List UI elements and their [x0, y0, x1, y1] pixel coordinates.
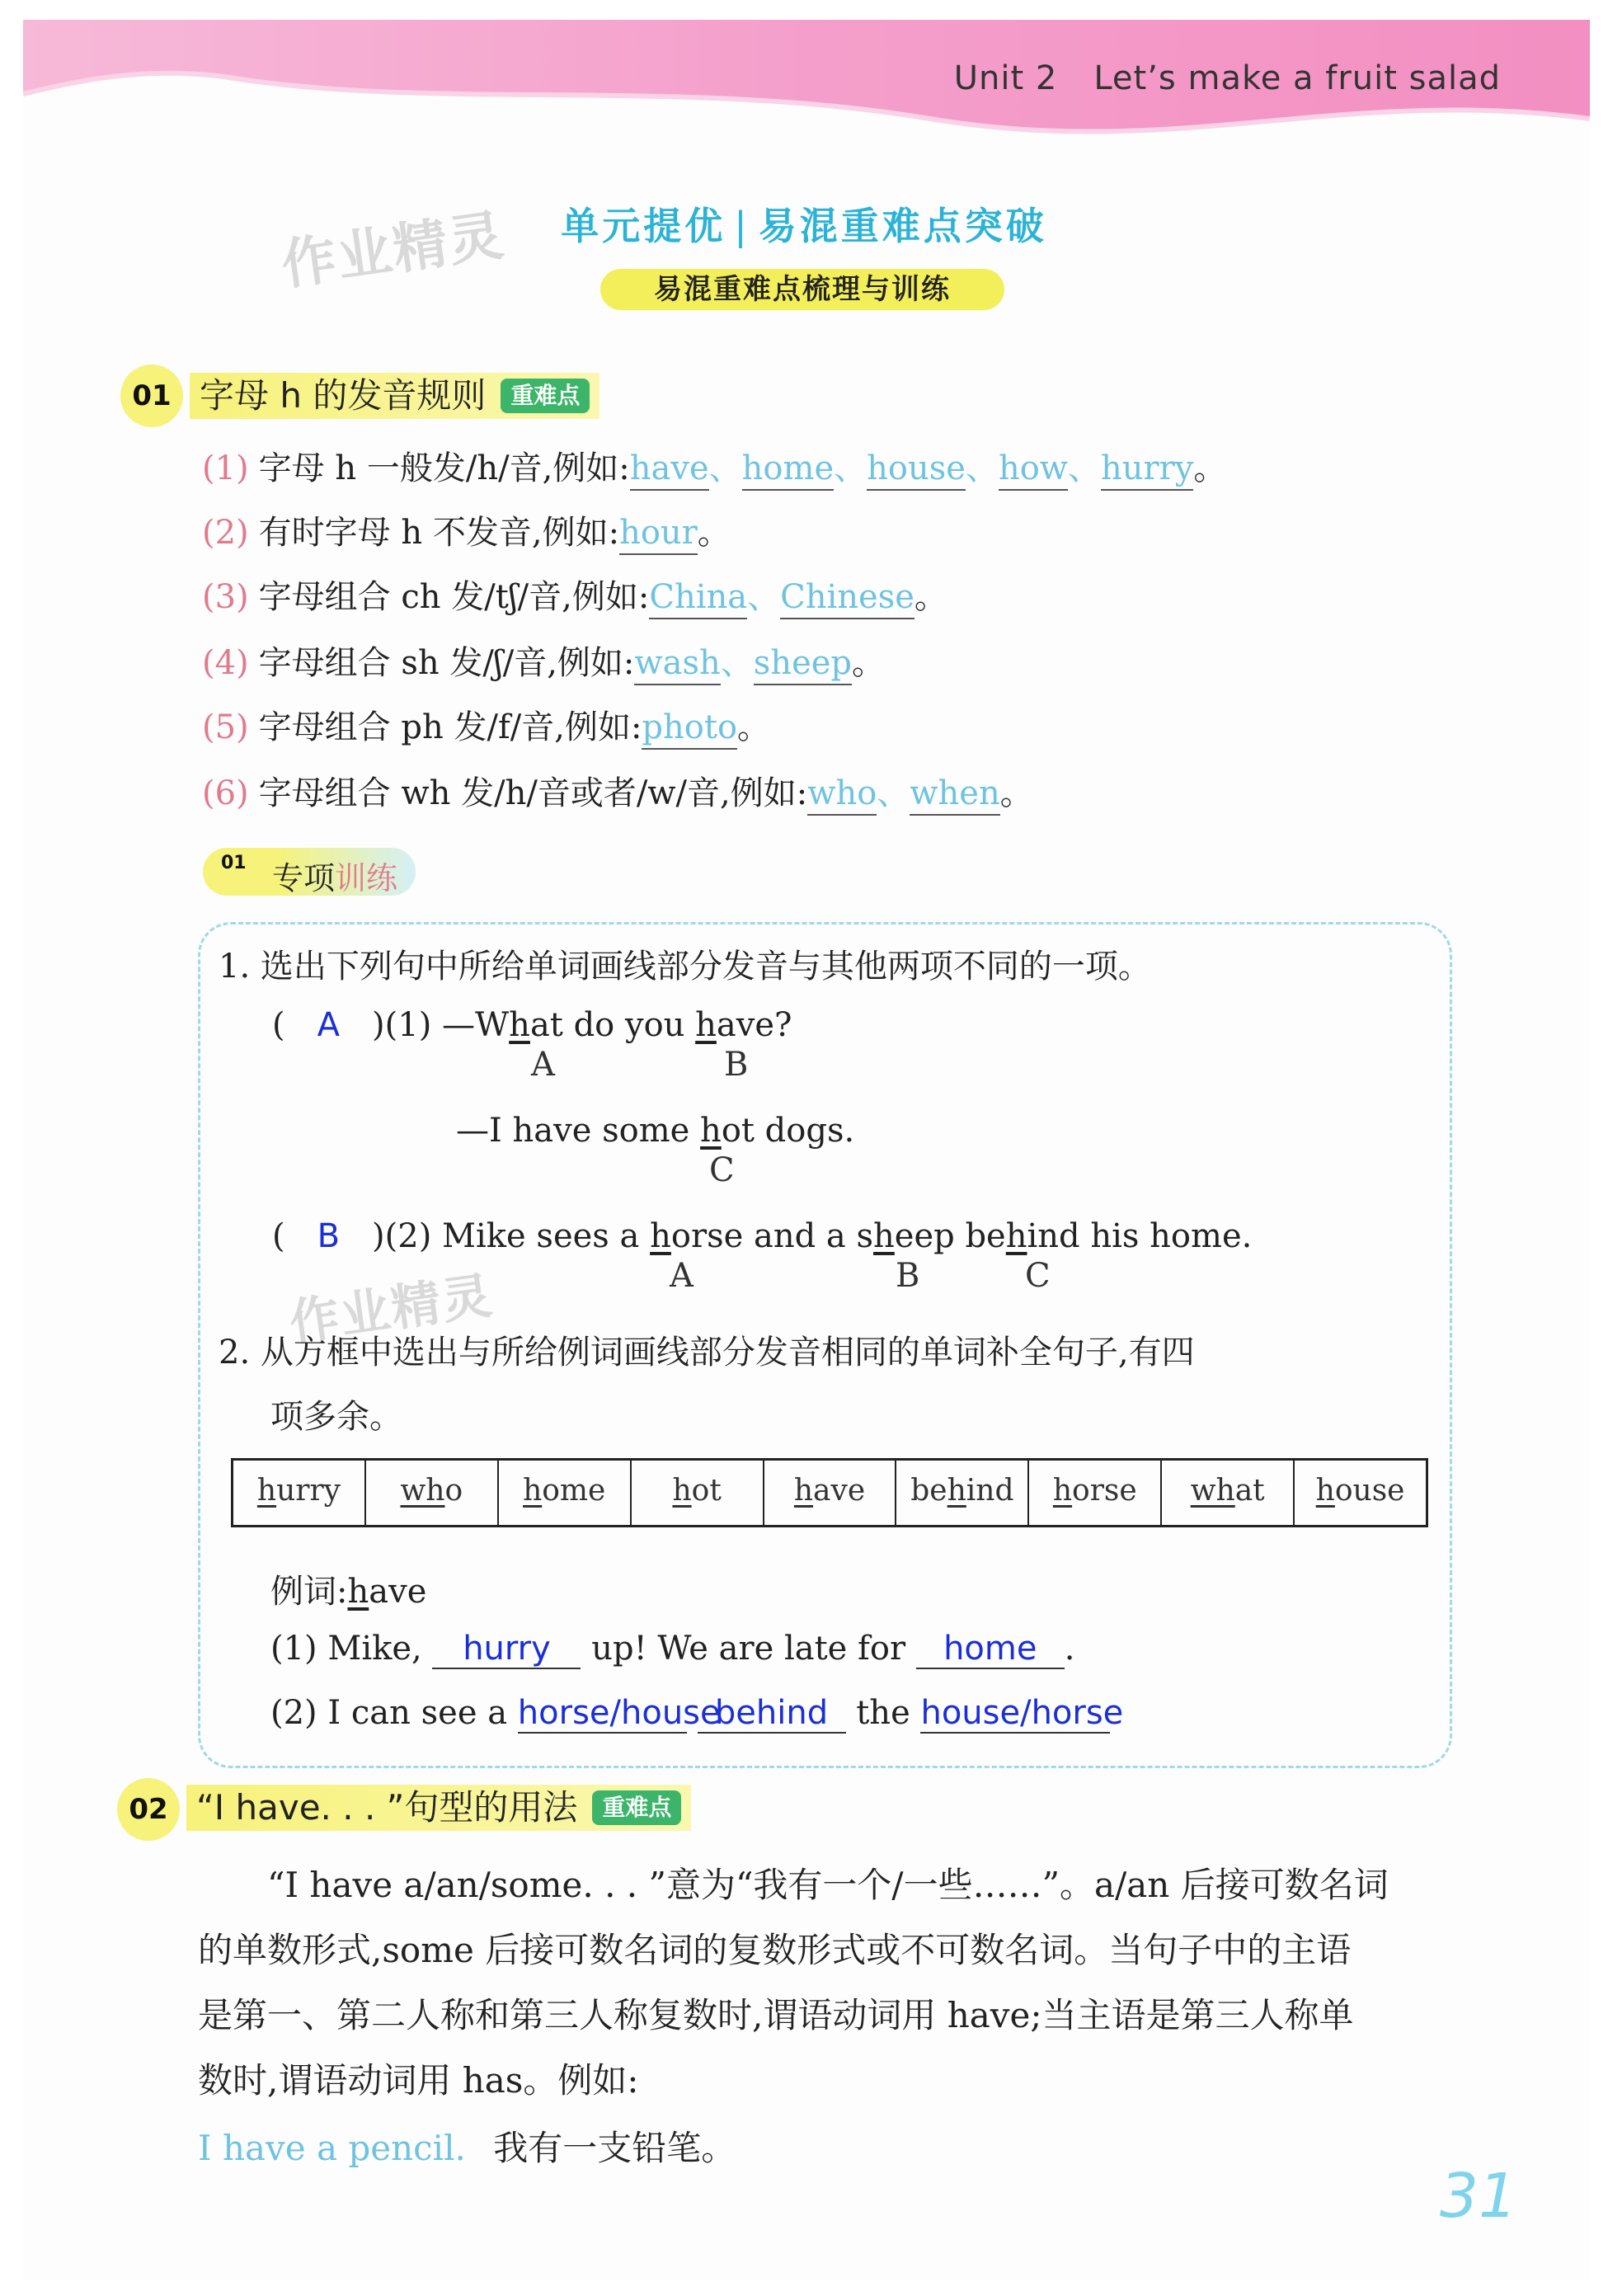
page-number: 31 [1439, 2161, 1517, 2232]
section-title [0, 196, 1608, 251]
training-number: 01 [221, 853, 247, 873]
rule-text: 字母组合 ph 发/f/音,例如: [258, 708, 642, 746]
rule-end: 。 [914, 578, 947, 616]
rule-answer[interactable]: who [807, 774, 877, 816]
rule-answer[interactable]: how [999, 449, 1068, 491]
q1-prompt: 1. 选出下列句中所给单词画线部分发音与其他两项不同的一项。 [219, 948, 1151, 986]
paren-open: ( [272, 1217, 285, 1255]
s2-blank-3[interactable]: house/horse [920, 1694, 1124, 1732]
unit-title [954, 59, 1501, 97]
grammar-paragraph-line4: 数时,谓语动词用 has。例如: [198, 2060, 639, 2101]
rule-text: 字母 h 一般发/h/音,例如: [258, 449, 630, 487]
s2-blank-1[interactable]: horse/house [517, 1694, 721, 1732]
s1-text-c: up! We are late for [591, 1630, 906, 1668]
list-separator: 、 [877, 774, 910, 812]
rule-item [202, 637, 885, 684]
q1-item1-answer[interactable]: A [317, 1006, 341, 1044]
word-cell: who [366, 1461, 499, 1525]
q1-item2-answer[interactable]: B [317, 1217, 341, 1255]
s1-blank-2[interactable]: home [916, 1630, 1065, 1669]
rule-answer[interactable]: hour [619, 514, 698, 555]
key-point-tag: 重难点 [501, 379, 590, 413]
word-cell: hurry [233, 1461, 366, 1525]
q1-item1-num: (1) [384, 1006, 432, 1044]
rule-number: (2) [202, 514, 249, 552]
list-separator: 、 [708, 449, 742, 487]
opt-label-b: B [896, 1257, 920, 1295]
rule-number: (1) [202, 449, 249, 487]
grammar-paragraph-line3: 是第一、第二人称和第三人称复数时,谓语动词用 have;当主语是第三人称单 [198, 1995, 1354, 2035]
section-title-left: 单元提优 [561, 204, 726, 248]
training-label-b: 训练 [335, 860, 398, 896]
s1-text-a: Mike, [327, 1630, 422, 1668]
q2-sentence1 [270, 1630, 1075, 1669]
opt-label-c: C [1025, 1257, 1051, 1295]
word-box [231, 1458, 1428, 1527]
rule-end: 。 [852, 644, 886, 682]
q1-item1 [272, 1006, 792, 1044]
word-cell: have [764, 1461, 897, 1525]
rule-answer[interactable]: China [649, 578, 747, 619]
topic-heading [190, 373, 599, 419]
list-separator: 、 [720, 644, 754, 682]
rule-answer[interactable]: when [910, 774, 999, 816]
topic-number-badge: 01 [120, 365, 183, 427]
rule-number: (6) [202, 774, 249, 812]
grammar-paragraph-line2: 的单数形式,some 后接可数名词的复数形式或不可数名词。当句子中的主语 [198, 1930, 1352, 1970]
rule-item [202, 442, 1226, 489]
rule-end: 。 [697, 514, 731, 552]
key-point-tag: 重难点 [592, 1790, 681, 1825]
section-title-right: 易混重难点突破 [758, 204, 1047, 248]
paren-open: ( [272, 1006, 285, 1044]
list-separator: 、 [1068, 449, 1102, 487]
rule-end: 。 [1193, 449, 1227, 487]
q1-item1-line2: —I have some hot dogs. [456, 1112, 855, 1150]
grammar-paragraph-line1: “I have a/an/some. . . ”意为“我有一个/一些……”。a/an 后接可数名词 [267, 1865, 1389, 1905]
s1-end: . [1064, 1630, 1075, 1668]
rule-number: (3) [202, 578, 249, 616]
rule-answer[interactable]: sheep [754, 644, 852, 685]
example-label: 例词: [270, 1573, 348, 1611]
rule-item [202, 701, 770, 748]
rule-answer[interactable]: photo [642, 708, 737, 750]
opt-label-b: B [724, 1046, 749, 1084]
rule-answer[interactable]: home [742, 449, 834, 491]
q1-item2-line: Mike sees a horse and a sheep behind his home. [442, 1217, 1253, 1255]
opt-label-a: A [531, 1046, 555, 1084]
list-separator: 、 [834, 449, 867, 487]
s2-text-c: the [856, 1694, 910, 1732]
topic-title: 字母 h 的发音规则 [200, 375, 487, 416]
list-separator: 、 [965, 449, 999, 487]
rule-text: 字母组合 sh 发/ʃ/音,例如: [258, 644, 635, 682]
opt-label-a: A [670, 1257, 694, 1295]
unit-label: Unit 2 [953, 59, 1058, 97]
example-word-line [270, 1565, 426, 1612]
topic-title: “I have. . . ”句型的用法 [196, 1787, 578, 1828]
rule-answer[interactable]: Chinese [780, 578, 914, 619]
list-separator: 、 [747, 578, 781, 616]
word-cell: house [1315, 1474, 1405, 1508]
rule-answer[interactable]: house [867, 449, 966, 491]
s2-blank-2[interactable]: behind [698, 1694, 846, 1734]
s1-blank-1[interactable]: hurry [432, 1630, 581, 1669]
word-cell: horse [1029, 1461, 1162, 1525]
s1-num: (1) [270, 1630, 317, 1668]
q2-sentence2 [270, 1694, 1124, 1734]
rule-number: (5) [202, 708, 249, 746]
opt-label-c: C [709, 1151, 735, 1189]
example-word: have [347, 1573, 427, 1611]
example-en: I have a pencil. [198, 2128, 466, 2168]
rule-answer[interactable]: have [630, 449, 709, 491]
word-cell: hot [632, 1461, 764, 1525]
rule-item [202, 506, 731, 553]
rule-item [202, 571, 947, 618]
s2-text-a: I can see a [327, 1694, 508, 1732]
watermark: 作业精灵 [277, 203, 509, 298]
paren-close: ) [372, 1217, 385, 1255]
q2-prompt-line2: 项多余。 [270, 1398, 402, 1436]
unit-name: Let’s make a fruit salad [1093, 59, 1501, 97]
word-cell: behind [896, 1461, 1029, 1525]
rule-text: 有时字母 h 不发音,例如: [258, 514, 620, 552]
word-cell: home [499, 1461, 632, 1525]
rule-text: 字母组合 wh 发/h/音或者/w/音,例如: [258, 774, 808, 812]
training-label [272, 853, 397, 898]
rule-end: 。 [999, 774, 1033, 812]
rule-answer[interactable]: wash [634, 644, 720, 685]
rule-item [202, 767, 1033, 814]
s2-num: (2) [270, 1694, 317, 1732]
topic-number-badge: 02 [117, 1778, 180, 1841]
topic-heading [186, 1785, 691, 1831]
rule-answer[interactable]: hurry [1101, 449, 1193, 491]
q2-prompt-line1: 2. 从方框中选出与所给例词画线部分发音相同的单词补全句子,有四 [219, 1334, 1195, 1371]
training-label-a: 专项 [272, 860, 336, 896]
q1-item1-line1: —What do you have? [442, 1006, 792, 1044]
section-separator: | [734, 204, 750, 248]
q1-item2-num: (2) [384, 1217, 432, 1255]
q1-item2 [272, 1217, 1252, 1255]
watermark-2: 作业精灵 [286, 1267, 497, 1353]
rule-text: 字母组合 ch 发/tʃ/音,例如: [258, 578, 650, 616]
paren-close: ) [372, 1006, 385, 1044]
section-subtitle: 易混重难点梳理与训练 [600, 269, 1004, 310]
rule-number: (4) [202, 644, 249, 682]
example-sentence [198, 2121, 736, 2171]
example-zh: 我有一支铅笔。 [493, 2128, 736, 2168]
word-cell: what [1162, 1461, 1295, 1525]
rule-end: 。 [737, 708, 771, 746]
